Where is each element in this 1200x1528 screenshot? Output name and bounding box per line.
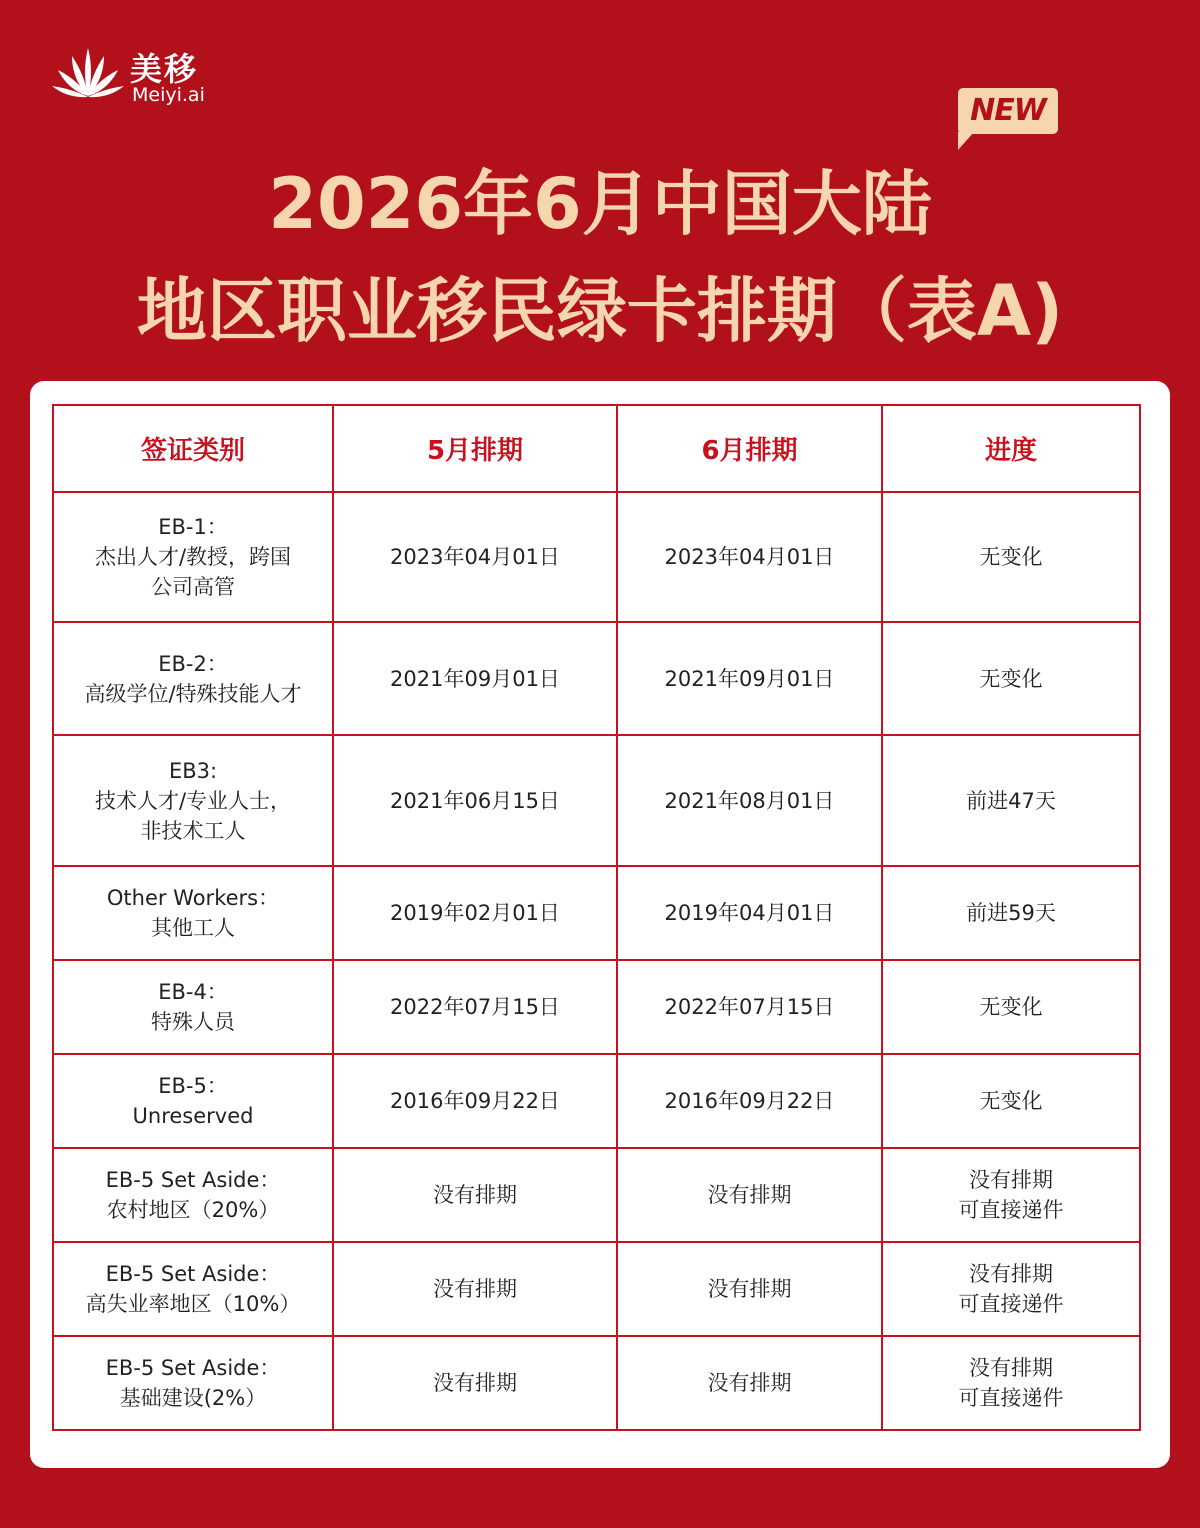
visa-category-line: 高级学位/特殊技能人才 (84, 681, 302, 706)
progress-line: 可直接递件 (958, 1292, 1064, 1316)
visa-category-line: Other Workers： (106, 886, 280, 910)
new-badge: NEW (958, 88, 1058, 134)
visa-category-line: EB3: (168, 758, 218, 783)
progress-cell (882, 1054, 1140, 1148)
may-date-cell: 没有排期 (333, 1242, 617, 1336)
visa-category-line: EB-5 Set Aside： (105, 1262, 281, 1286)
progress-cell (882, 492, 1140, 622)
visa-category-line: EB-1： (158, 515, 228, 539)
visa-category-line: EB-5 Set Aside： (105, 1356, 281, 1380)
visa-category-cell (53, 1242, 333, 1336)
visa-category-cell (53, 866, 333, 960)
visa-category-line: EB-2： (158, 651, 228, 676)
progress-line: 无变化 (979, 666, 1043, 691)
visa-category-cell (53, 622, 333, 735)
table-row (53, 1148, 1140, 1242)
may-date-cell: 没有排期 (333, 1148, 617, 1242)
progress-cell (882, 1148, 1140, 1242)
progress-cell (882, 960, 1140, 1054)
header-june-dates: 6月排期 (617, 405, 882, 492)
may-date-cell: 2021年06月15日 (333, 735, 617, 866)
progress-line: 无变化 (979, 545, 1043, 569)
priority-dates-table (52, 404, 1141, 1431)
table-row (53, 1336, 1140, 1430)
visa-category-line: 高失业率地区（10%） (85, 1292, 301, 1316)
visa-category-line: 其他工人 (151, 916, 235, 940)
may-date-cell: 2019年02月01日 (333, 866, 617, 960)
table-row (53, 1242, 1140, 1336)
visa-category-line: 农村地区（20%） (106, 1198, 280, 1222)
progress-cell (882, 1336, 1140, 1430)
table-row (53, 492, 1140, 622)
table-row (53, 1054, 1140, 1148)
brand-name-cn: 美移 (130, 50, 199, 88)
june-date-cell: 2019年04月01日 (617, 866, 882, 960)
progress-cell (882, 866, 1140, 960)
header-visa-category: 签证类别 (53, 405, 333, 492)
header-may-dates: 5月排期 (333, 405, 617, 492)
brand-logo (50, 40, 240, 110)
visa-category-line: 非技术工人 (140, 818, 246, 843)
may-date-cell: 2023年04月01日 (333, 492, 617, 622)
progress-line: 没有排期 (969, 1262, 1053, 1286)
visa-category-line: Unreserved (132, 1104, 254, 1128)
visa-category-line: 杰出人才/教授，跨国 (94, 545, 292, 569)
june-date-cell: 没有排期 (617, 1242, 882, 1336)
page-title-line2: 地区职业移民绿卡排期（表A) (136, 270, 1064, 352)
header-progress: 进度 (882, 405, 1140, 492)
brand-name-en: Meiyi.ai (132, 84, 205, 106)
progress-line: 没有排期 (969, 1356, 1053, 1380)
june-date-cell: 2021年08月01日 (617, 735, 882, 866)
visa-category-line: 基础建设(2%） (119, 1386, 267, 1410)
table-row (53, 735, 1140, 866)
visa-category-cell (53, 1054, 333, 1148)
june-date-cell: 2022年07月15日 (617, 960, 882, 1054)
visa-category-cell (53, 960, 333, 1054)
progress-cell (882, 622, 1140, 735)
progress-cell (882, 735, 1140, 866)
visa-category-line: EB-5： (158, 1074, 228, 1098)
table-row (53, 622, 1140, 735)
visa-category-cell (53, 1148, 333, 1242)
page-title-line1: 2026年6月中国大陆 (268, 163, 932, 245)
visa-category-line: EB-5 Set Aside： (105, 1168, 281, 1192)
visa-category-line: 特殊人员 (151, 1010, 235, 1034)
june-date-cell: 没有排期 (617, 1336, 882, 1430)
progress-cell (882, 1242, 1140, 1336)
table-row (53, 866, 1140, 960)
progress-line: 无变化 (979, 1089, 1043, 1113)
progress-line: 可直接递件 (958, 1198, 1064, 1222)
table-header-row (53, 405, 1140, 492)
progress-line: 可直接递件 (958, 1386, 1064, 1410)
may-date-cell: 没有排期 (333, 1336, 617, 1430)
june-date-cell: 2023年04月01日 (617, 492, 882, 622)
visa-category-cell (53, 1336, 333, 1430)
progress-line: 没有排期 (969, 1168, 1053, 1192)
table-body (53, 492, 1140, 1430)
visa-category-cell (53, 735, 333, 866)
progress-line: 前进59天 (966, 901, 1056, 925)
progress-line: 前进47天 (966, 788, 1056, 813)
may-date-cell: 2022年07月15日 (333, 960, 617, 1054)
june-date-cell: 没有排期 (617, 1148, 882, 1242)
visa-category-line: 技术人才/专业人士， (94, 788, 292, 813)
table-row (53, 960, 1140, 1054)
visa-category-line: 公司高管 (151, 575, 235, 599)
visa-category-cell (53, 492, 333, 622)
june-date-cell: 2021年09月01日 (617, 622, 882, 735)
progress-line: 无变化 (979, 995, 1043, 1019)
june-date-cell: 2016年09月22日 (617, 1054, 882, 1148)
visa-category-line: EB-4： (158, 980, 228, 1004)
new-badge-tail (958, 132, 974, 150)
may-date-cell: 2021年09月01日 (333, 622, 617, 735)
may-date-cell: 2016年09月22日 (333, 1054, 617, 1148)
lotus-logo-icon (50, 44, 126, 104)
